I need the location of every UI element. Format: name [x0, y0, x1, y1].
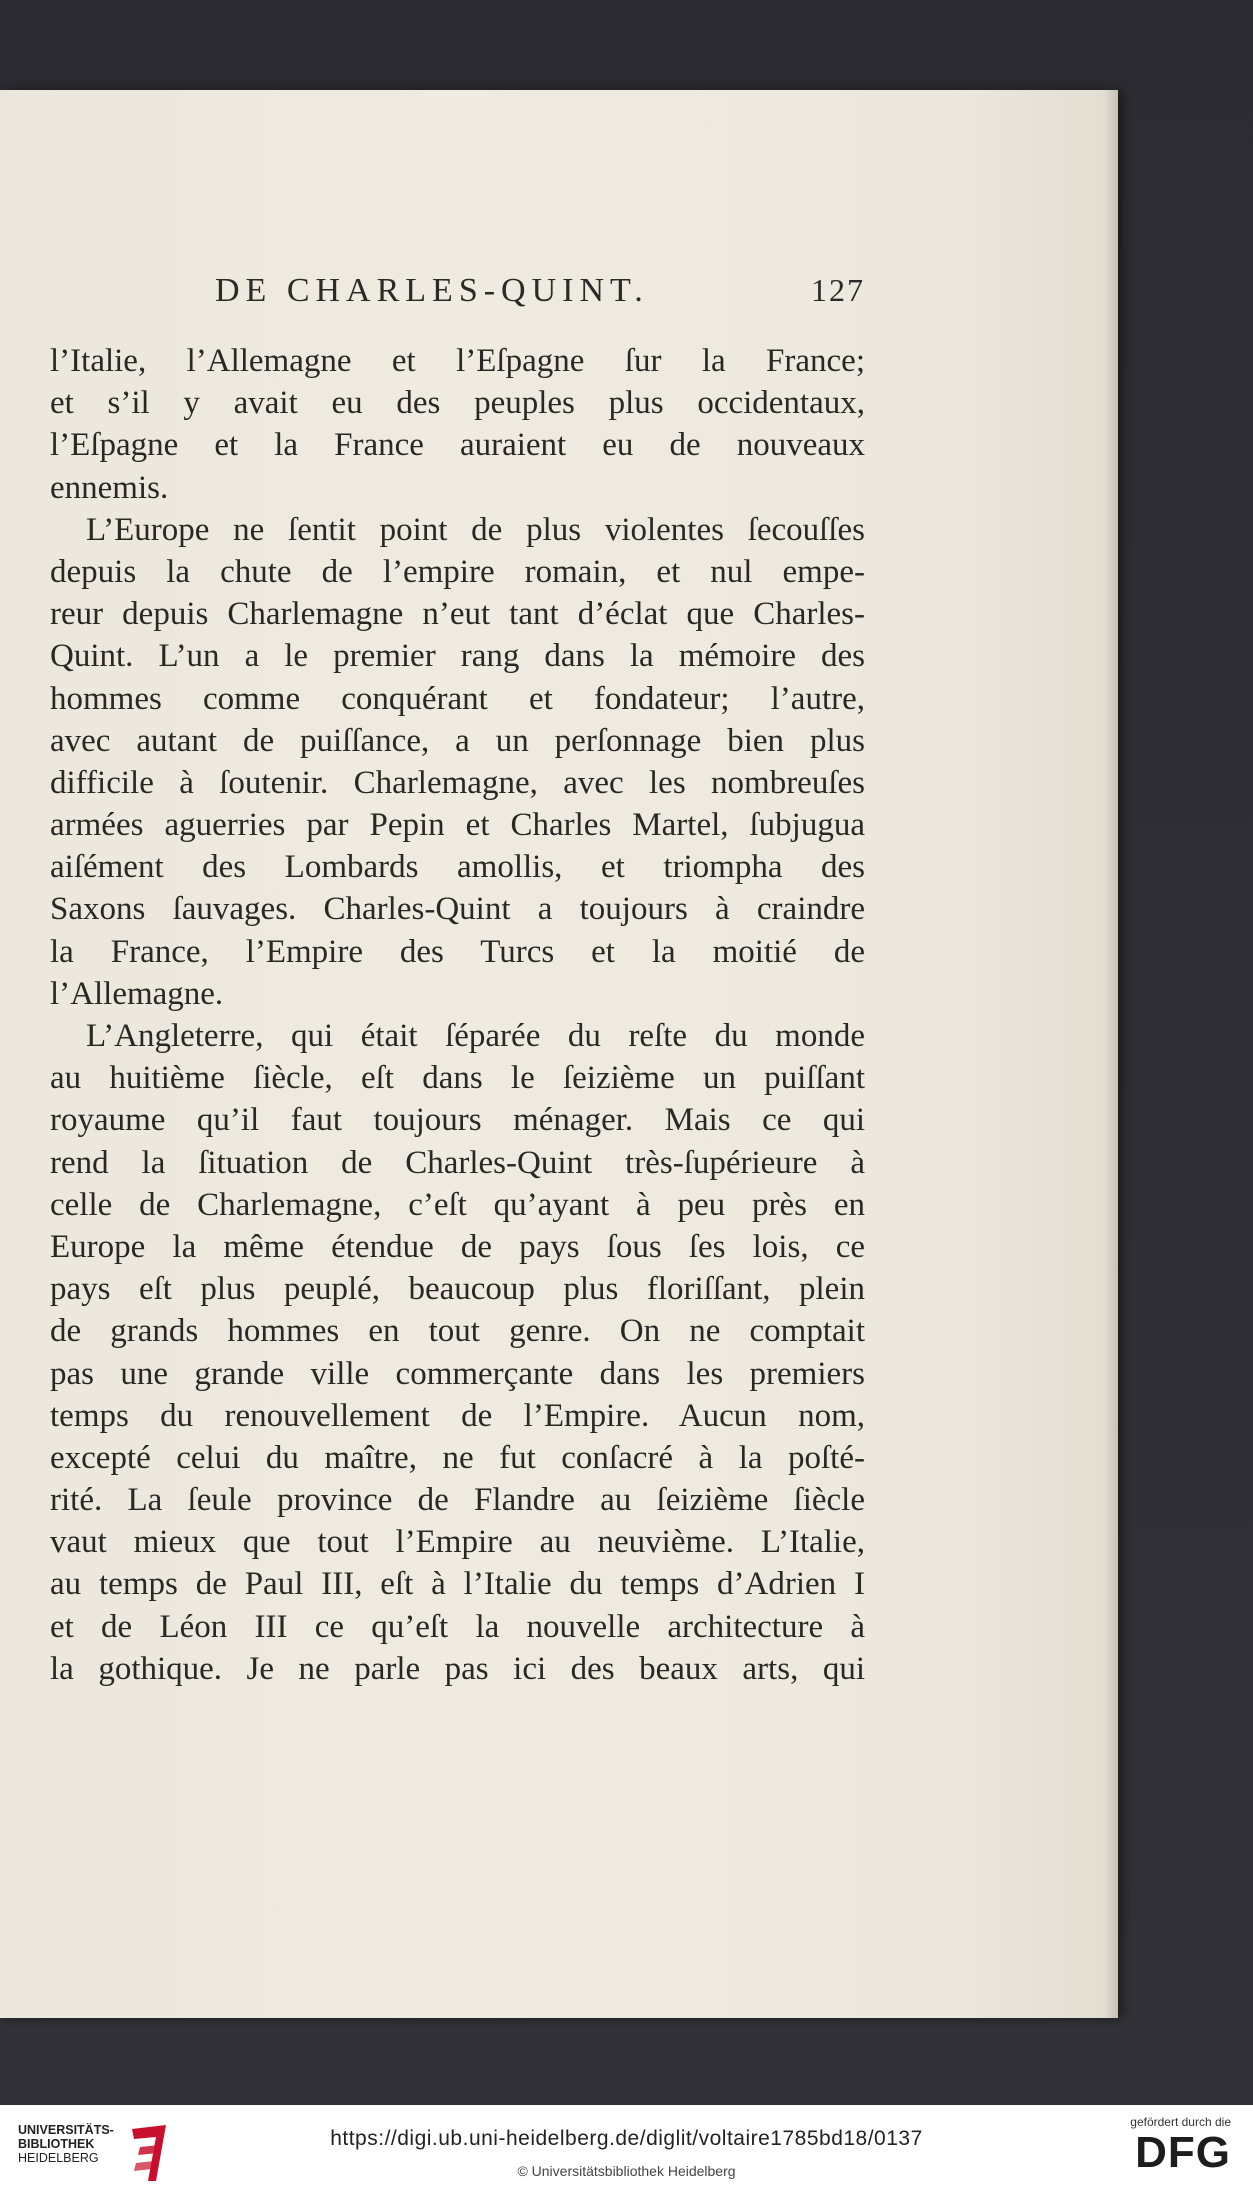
- text-line: hommes comme conquérant et fondateur; l’autre,: [50, 680, 865, 717]
- text-line: et de Léon III ce qu’eſt la nouvelle architecture à: [50, 1608, 865, 1645]
- text-line: vaut mieux que tout l’Empire au neuvième. L’Italie,: [50, 1524, 865, 1561]
- text-line: avec autant de puiſſance, a un perſonnage bien plus: [50, 722, 865, 759]
- text-line: la France, l’Empire des Turcs et la moitié de: [50, 933, 865, 970]
- text-line: rend la ſituation de Charles-Quint très-ſupérieure à: [50, 1144, 865, 1181]
- text-line: rité. La ſeule province de Flandre au ſeizième ſiècle: [50, 1482, 865, 1519]
- text-line: l’Italie, l’Allemagne et l’Eſpagne ſur la France;: [50, 343, 865, 379]
- dfg-funding-logo[interactable]: [1111, 2115, 1231, 2187]
- text-line: temps du renouvellement de l’Empire. Aucun nom,: [50, 1397, 865, 1434]
- text-line: armées aguerries par Pepin et Charles Martel, ſubjugua: [50, 807, 865, 844]
- text-line: au temps de Paul III, eſt à l’Italie du temps d’Adrien I: [50, 1566, 865, 1603]
- text-line: Quint. L’un a le premier rang dans la mémoire des: [50, 638, 865, 675]
- library-name-line: HEIDELBERG: [18, 2151, 99, 2165]
- book-page: [0, 90, 1118, 2018]
- library-name-line: BIBLIOTHEK: [18, 2137, 95, 2151]
- text-line: depuis la chute de l’empire romain, et nul empe-: [50, 553, 865, 590]
- text-line: Europe la même étendue de pays ſous ſes lois, ce: [50, 1228, 865, 1265]
- text-line: celle de Charlemagne, c’eſt qu’ayant à peu près en: [50, 1186, 865, 1223]
- text-line: ennemis.: [50, 469, 169, 506]
- permalink-url[interactable]: https://digi.ub.uni-heidelberg.de/diglit/voltaire1785bd18/0137: [330, 2127, 923, 2150]
- copyright-notice: © Universitätsbibliothek Heidelberg: [517, 2163, 736, 2179]
- funding-label: gefördert durch die: [1130, 2115, 1231, 2129]
- text-line: au huitième ſiècle, eſt dans le ſeizième un puiſſant: [50, 1060, 865, 1097]
- text-line: la gothique. Je ne parle pas ici des beaux arts, qui: [50, 1650, 865, 1687]
- running-title: DE CHARLES-QUINT.: [215, 272, 649, 309]
- dfg-logo: DFG: [1135, 2128, 1231, 2177]
- text-line: Saxons ſauvages. Charles-Quint a toujours à craindre: [50, 891, 865, 928]
- library-name-line: UNIVERSITÄTS-: [18, 2123, 114, 2137]
- text-line: et s’il y avait eu des peuples plus occidentaux,: [50, 385, 865, 422]
- text-line: pays eſt plus peuplé, beaucoup plus floriſſant, plein: [50, 1271, 865, 1308]
- text-line: de grands hommes en tout genre. On ne comptait: [50, 1313, 865, 1350]
- text-line: difficile à ſoutenir. Charlemagne, avec les nombreuſes: [50, 764, 865, 801]
- text-line: pas une grande ville commerçante dans les premiers: [50, 1355, 865, 1392]
- page-number: 127: [811, 272, 865, 308]
- text-line: l’Eſpagne et la France auraient eu de nouveaux: [50, 427, 865, 464]
- text-line: royaume qu’il faut toujours ménager. Mais ce qui: [50, 1102, 865, 1139]
- text-line: L’Angleterre, qui était ſéparée du reſte du monde: [86, 1018, 865, 1054]
- text-line: excepté celui du maître, ne fut conſacré à la poſté-: [50, 1439, 865, 1476]
- text-line: L’Europe ne ſentit point de plus violentes ſecouſſes: [86, 511, 865, 548]
- viewer-footer: [0, 2105, 1253, 2194]
- body-text: [50, 340, 865, 1690]
- text-line: aiſément des Lombards amollis, et triompha des: [50, 849, 865, 886]
- page-header: [215, 272, 865, 322]
- text-line: l’Allemagne.: [50, 975, 224, 1012]
- text-line: reur depuis Charlemagne n’eut tant d’éclat que Charles-: [50, 596, 865, 633]
